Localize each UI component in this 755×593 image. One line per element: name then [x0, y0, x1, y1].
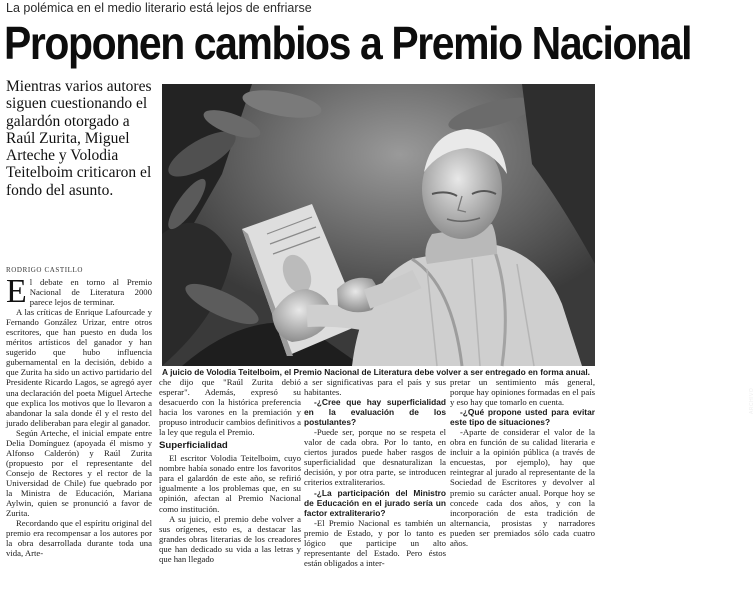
deck-summary: Mientras varios autores siguen cuestionando el galardón otorgado a Raúl Zurita, Miguel Arteche y Volodia Teitelboim criticaron el fondo del asunto. [6, 78, 152, 199]
body-paragraph: A su juicio, el premio debe volver a sus orígenes, esto es, a destacar las grandes obras literarias de los creadores que han dedicado su vida a las letras y que han llegado [159, 513, 301, 564]
interview-answer: -El Premio Nacional es también un premio de Estado, y por lo tanto es lógico que participe un alto representante del Estado. Pero éstos están obligados a inter- [304, 517, 446, 568]
photo-caption: A juicio de Volodia Teitelboim, el Premio Nacional de Literatura debe volver a ser entregado en forma anual. [162, 367, 591, 377]
body-paragraph: A las críticas de Enrique Lafourcade y Fernando González Urizar, entre otros escritores, que han puesto en duda los méritos artísticos del ganador y han sugerido que hubo influencia gubernamental en la decisión, debido a que Zurita ha sido un activo partidario del Presidente Ricardo Lagos, se agregó ayer una declaración del poeta Miguel Arteche que explica los motivos que lo llevaron a abandonar la sala donde él y el resto del jurado deliberaban para elegir al ganador. [6, 307, 152, 428]
headline: Proponen cambios a Premio Nacional [4, 18, 692, 70]
interview-answer: -Aparte de considerar el valor de la obra en función de su calidad literaria e incluir a la opinión pública (a través de encuestas, por ejemplo), hay que reintegrar al jurado al representante de la Sociedad de Escritores y devolver al premio su carácter anual. Porque hoy se concede cada dos años, y con la incorporación de esta tradición de alternancia, prosistas y narradores pueden ser premiados sólo cada cuatro años. [450, 427, 595, 548]
drop-cap: E [6, 273, 27, 310]
subhead: Superficialidad [159, 440, 228, 452]
interview-question: -¿Cree que hay superficialidad en la evaluación de los postulantes? [304, 397, 446, 428]
article-column-3 [304, 377, 446, 593]
lead-paragraph: El debate en torno al Premio Nacional de Literatura 2000 parece lejos de terminar. [6, 273, 152, 310]
body-paragraph: che dijo que "Raúl Zurita debió esperar". Además, expresó su desacuerdo con la histórica preferencia hacia los varones en la premiación y propuso introducir cambios definitivos a la ley que regula el Premio. [159, 377, 301, 438]
byline: RODRIGO CASTILLO [6, 266, 84, 274]
interview-question: -¿Qué propone usted para evitar este tipo de situaciones? [450, 407, 595, 428]
body-paragraph: El escritor Volodia Teitelboim, cuyo nombre había sonado entre los favoritos para el galardón de este año, se refirió igualmente a los problemas que, en su opinión, afectan al Premio Nacional como institución. [159, 453, 301, 514]
body-paragraph: Recordando que el espíritu original del premio era recompensar a los autores por la obra desarrollada durante toda una vida, Arte- [6, 518, 152, 559]
interview-answer: -Puede ser, porque no se respeta el valor de cada obra. Por lo tanto, en ciertos jurados puede haber rasgos de superficialidad que desnaturalizan la decisión, y por otra parte, se introducen criterios extraliterarios. [304, 427, 446, 488]
kicker: La polémica en el medio literario está lejos de enfriarse [6, 1, 312, 15]
article-column-1 [6, 273, 152, 593]
article-column-4 [450, 377, 595, 593]
body-paragraph: pretar un sentimiento más general, porque hay opiniones formadas en el país y eso hay que tomarlo en cuenta. [450, 377, 595, 408]
body-paragraph: Según Arteche, el inicial empate entre Delia Domínguez (apoyada él mismo y Alfonso Calderón) y Raúl Zurita (propuesto por el representante del Consejo de Rectores y el rector de la Universidad de Chile) fue quebrado por la Ministra de Educación, Mariana Aylwin, quien se pronunció a favor de Zurita. [6, 427, 152, 519]
photo-illustration [162, 84, 595, 366]
interview-question: -¿La participación del Ministro de Educación en el jurado sería un factor extraliterario? [304, 487, 446, 518]
photo-credit: ARCHIVO [749, 387, 755, 414]
body-paragraph: a ser significativas para el país y sus habitantes. [304, 377, 446, 398]
article-column-2 [159, 377, 301, 593]
